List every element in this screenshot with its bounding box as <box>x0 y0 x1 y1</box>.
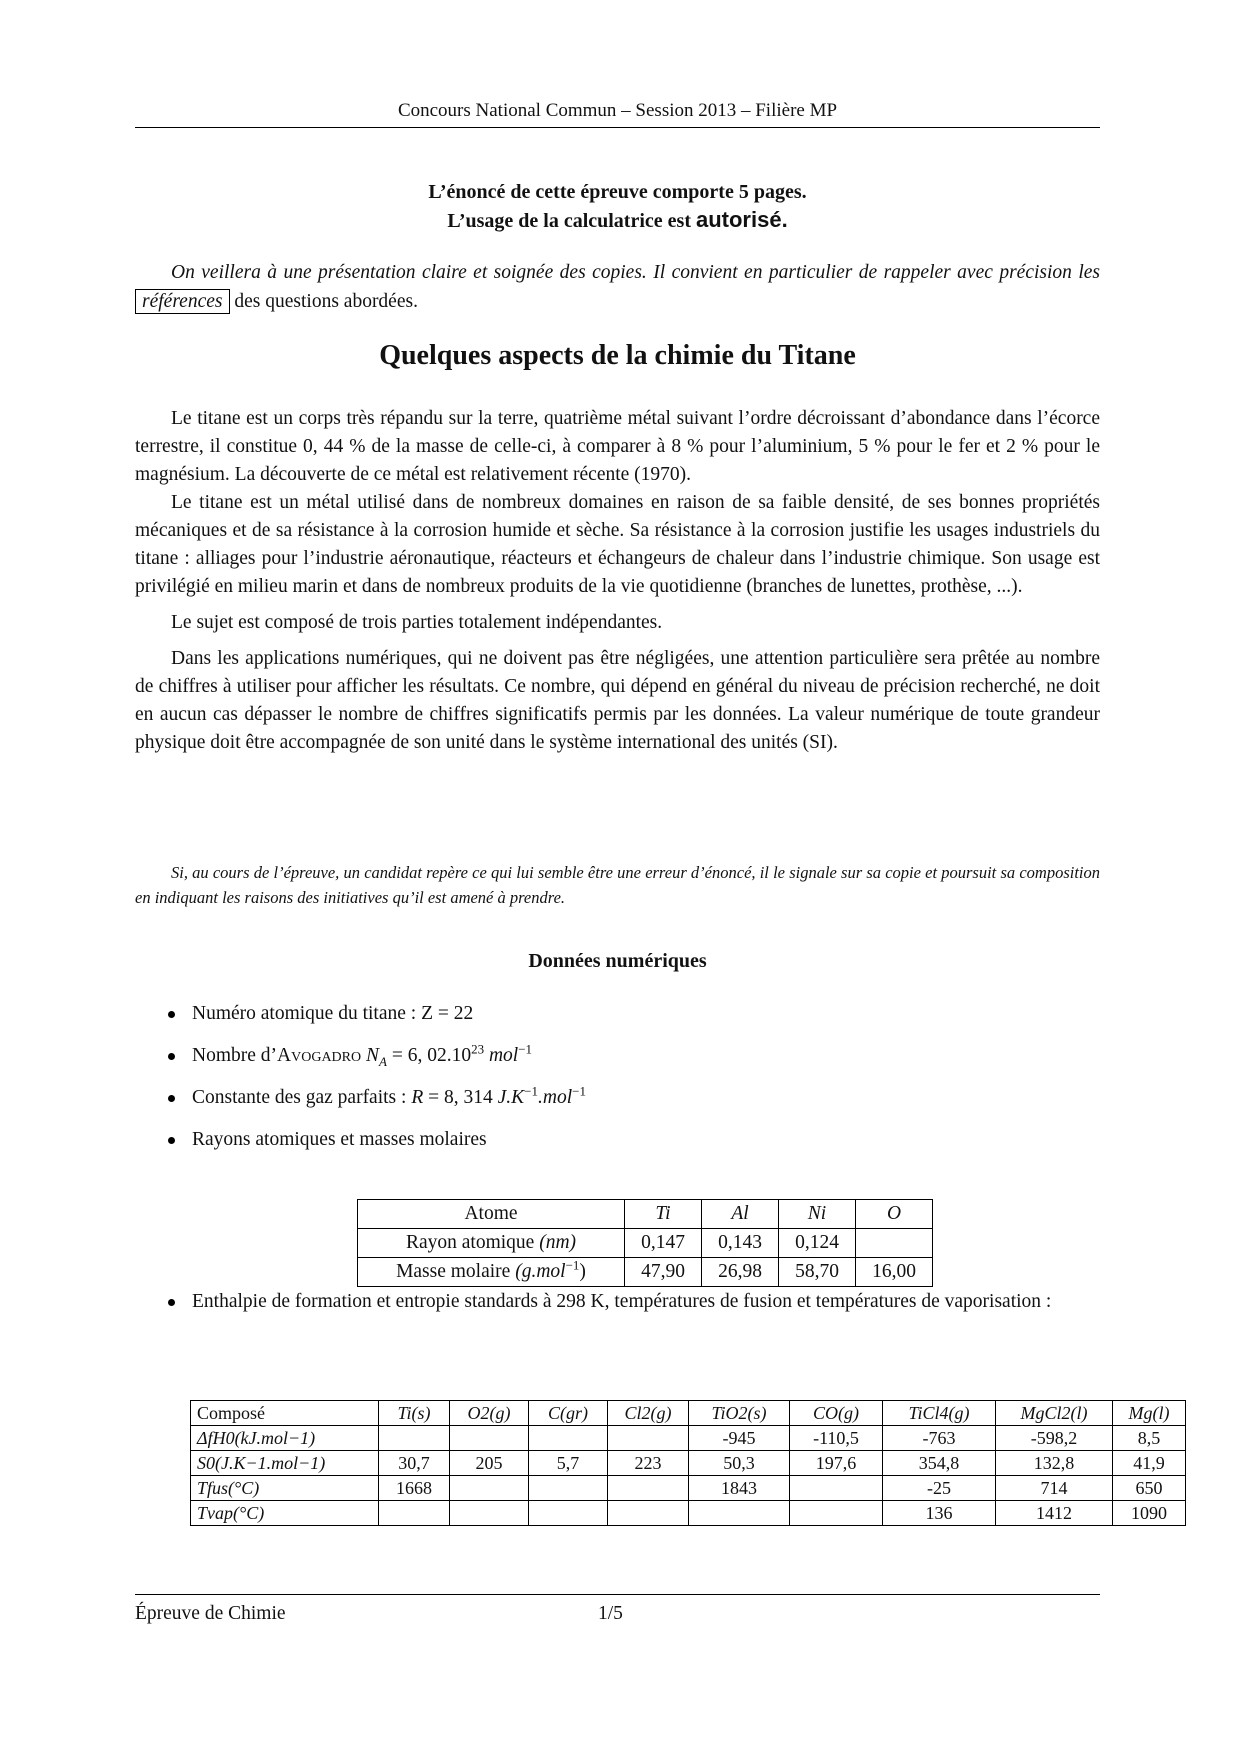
notice-calculator <box>135 206 1100 235</box>
avogadro-value: = 6, 02.10 <box>386 1045 472 1066</box>
row-label-text: Rayon atomique <box>405 1232 540 1253</box>
exam-notice <box>135 178 1100 235</box>
bullet-dot-icon <box>168 1095 175 1102</box>
thermo-data-table <box>190 1400 1186 1526</box>
table-cell: 50,3 <box>689 1451 790 1476</box>
table-cell <box>450 1476 529 1501</box>
instructions-text-1: On veillera à une présentation claire et soignée des copies. Il convient en particulier de rappeler avec précision les <box>171 262 1100 283</box>
table-cell: -945 <box>689 1426 790 1451</box>
row-label-unit: (g.mol <box>515 1261 566 1282</box>
table-row-label <box>358 1258 625 1287</box>
table-row-label: ΔfH0(kJ.mol−1) <box>191 1426 379 1451</box>
table-cell <box>450 1501 529 1526</box>
table-cell: 1090 <box>1113 1501 1186 1526</box>
atomic-data-table <box>357 1199 933 1287</box>
table-cell <box>790 1501 883 1526</box>
table-cell: 8,5 <box>1113 1426 1186 1451</box>
page-number: 1/5 <box>598 1603 623 1624</box>
table-cell: -763 <box>883 1426 996 1451</box>
table-header-cell: O2(g) <box>450 1401 529 1426</box>
table-header-cell: Composé <box>191 1401 379 1426</box>
gas-constant-value: = 8, 314 <box>423 1087 498 1108</box>
bullet-text: Enthalpie de formation et entropie standards à 298 K, températures de fusion et températures de vaporisation : <box>192 1291 1052 1312</box>
table-cell <box>450 1426 529 1451</box>
table-cell: -110,5 <box>790 1426 883 1451</box>
table-header-cell: Mg(l) <box>1113 1401 1186 1426</box>
instructions <box>135 258 1100 316</box>
paragraph-3: Le sujet est composé de trois parties totalement indépendantes. <box>171 612 663 633</box>
table-cell <box>790 1476 883 1501</box>
bullet-text <box>192 1084 1092 1112</box>
instructions-paragraph <box>135 258 1100 316</box>
table-cell: 0,124 <box>779 1229 856 1258</box>
table-cell: 47,90 <box>625 1258 702 1287</box>
bullet-dot-icon <box>168 1053 175 1060</box>
table-cell <box>529 1426 608 1451</box>
table-cell <box>689 1501 790 1526</box>
avogadro-symbol: N <box>366 1045 380 1066</box>
table-row <box>358 1200 933 1229</box>
table-cell: 714 <box>996 1476 1113 1501</box>
table-row-label <box>358 1229 625 1258</box>
bullet-dot-icon <box>168 1011 175 1018</box>
table-row-label: Tvap(°C) <box>191 1501 379 1526</box>
notice-pages: L’énoncé de cette épreuve comporte 5 pages. <box>428 181 807 203</box>
bullet-text <box>192 1042 1092 1070</box>
row-label-unit-close: ) <box>579 1261 586 1282</box>
table-cell: 223 <box>608 1451 689 1476</box>
table-row-label: S0(J.K−1.mol−1) <box>191 1451 379 1476</box>
header-rule <box>135 127 1100 128</box>
table-row <box>358 1229 933 1258</box>
table-header-cell: TiCl4(g) <box>883 1401 996 1426</box>
avogadro-name: Avogadro <box>277 1045 362 1066</box>
table-header-cell: Ti <box>625 1200 702 1229</box>
table-cell <box>856 1229 933 1258</box>
table-header-cell: Ni <box>779 1200 856 1229</box>
table-cell: 26,98 <box>702 1258 779 1287</box>
table-cell <box>608 1426 689 1451</box>
notice-calculator-text: L’usage de la calculatrice est <box>447 210 696 232</box>
footer-subject: Épreuve de Chimie <box>135 1603 286 1624</box>
table-header-cell: Al <box>702 1200 779 1229</box>
table-cell <box>379 1501 450 1526</box>
table-cell <box>608 1501 689 1526</box>
document-title: Quelques aspects de la chimie du Titane <box>379 340 856 371</box>
table-cell: 0,147 <box>625 1229 702 1258</box>
table-header-cell: Atome <box>358 1200 625 1229</box>
table-header-cell: CO(g) <box>790 1401 883 1426</box>
gas-constant-prefix: Constante des gaz parfaits : <box>192 1087 412 1108</box>
table-cell: 197,6 <box>790 1451 883 1476</box>
table-row <box>358 1258 933 1287</box>
paragraph-2: Le titane est un métal utilisé dans de nombreux domaines en raison de sa faible densité, de ses bonnes propriétés mécaniques et de sa résistance à la corrosion humide et sèche. Sa résistance à la corrosion justifie les usages industriels du titane : alliages pour l’industrie aéronautique, réacteurs et échangeurs de chaleur dans l’industrie chimique. Son usage est privilégié en milieu marin et dans de nombreux produits de la vie quotidienne (branches de lunettes, prothèse, ...). <box>135 492 1100 597</box>
avogadro-unit-exponent: −1 <box>518 1041 533 1057</box>
row-label-unit: (nm) <box>539 1232 577 1253</box>
table-cell: 41,9 <box>1113 1451 1186 1476</box>
gas-constant-symbol: R <box>411 1087 424 1108</box>
avogadro-subscript: A <box>379 1053 387 1069</box>
table-cell <box>379 1426 450 1451</box>
paragraph-1: Le titane est un corps très répandu sur la terre, quatrième métal suivant l’ordre décroissant d’abondance dans l’écorce terrestre, il constitue 0, 44 % de la masse de celle-ci, à comparer à 8 % pour l’aluminium, 5 % pour le fer et 2 % pour le magnésium. La découverte de ce métal est relativement récente (1970). <box>135 408 1100 485</box>
table-header-cell: O <box>856 1200 933 1229</box>
table-row <box>191 1451 1186 1476</box>
table-cell <box>608 1476 689 1501</box>
table-cell: 136 <box>883 1501 996 1526</box>
table-cell: 1843 <box>689 1476 790 1501</box>
table-cell: 58,70 <box>779 1258 856 1287</box>
table-header-cell: Cl2(g) <box>608 1401 689 1426</box>
references-box: références <box>135 289 230 314</box>
avogadro-exponent: 23 <box>471 1041 485 1057</box>
table-cell <box>529 1501 608 1526</box>
gas-constant-unit-1-exponent: −1 <box>524 1083 538 1099</box>
gas-constant-unit-2-exponent: −1 <box>572 1083 586 1099</box>
gas-constant-unit-1: J.K <box>497 1087 525 1108</box>
avogadro-unit: mol <box>488 1045 519 1066</box>
table-cell: 1668 <box>379 1476 450 1501</box>
table-row-label: Tfus(°C) <box>191 1476 379 1501</box>
bullet-text: Rayons atomiques et masses molaires <box>192 1129 487 1150</box>
bullet-dot-icon <box>168 1137 175 1144</box>
bullet-text: Numéro atomique du titane : Z = 22 <box>192 1003 474 1024</box>
table-header-cell: Ti(s) <box>379 1401 450 1426</box>
instructions-text-2: des questions abordées. <box>229 291 418 312</box>
footer-rule <box>135 1594 1100 1595</box>
table-cell: 16,00 <box>856 1258 933 1287</box>
table-row <box>191 1401 1186 1426</box>
paragraph-4: Dans les applications numériques, qui ne doivent pas être négligées, une attention particulière sera prêtée au nombre de chiffres à utiliser pour afficher les résultats. Ce nombre, qui dépend en général du niveau de précision recherché, ne doit en aucun cas dépasser le nombre de chiffres significatifs permis par les données. La valeur numérique de toute grandeur physique doit être accompagnée de son unité dans le système international des unités (SI). <box>135 648 1100 753</box>
table-cell: -598,2 <box>996 1426 1113 1451</box>
table-row <box>191 1476 1186 1501</box>
notice-calculator-emph: autorisé. <box>695 207 788 232</box>
table-header-cell: TiO2(s) <box>689 1401 790 1426</box>
table-cell: 650 <box>1113 1476 1186 1501</box>
error-note <box>135 860 1100 910</box>
table-cell: 5,7 <box>529 1451 608 1476</box>
table-cell: 354,8 <box>883 1451 996 1476</box>
error-note-text: Si, au cours de l’épreuve, un candidat repère ce qui lui semble être une erreur d’énoncé, il le signale sur sa copie et poursuit sa composition en indiquant les raisons des initiatives qu’il est amené à prendre. <box>135 863 1100 907</box>
table-row <box>191 1501 1186 1526</box>
table-header-cell: MgCl2(l) <box>996 1401 1113 1426</box>
table-cell: 30,7 <box>379 1451 450 1476</box>
table-cell: 1412 <box>996 1501 1113 1526</box>
page-header: Concours National Commun – Session 2013 – Filière MP <box>397 100 838 121</box>
avogadro-prefix: Nombre d’ <box>192 1045 278 1066</box>
row-label-text: Masse molaire <box>396 1261 516 1282</box>
section-title-donnees: Données numériques <box>528 950 707 972</box>
bullet-dot-icon <box>168 1299 175 1306</box>
table-cell: -25 <box>883 1476 996 1501</box>
table-cell <box>529 1476 608 1501</box>
table-cell: 205 <box>450 1451 529 1476</box>
table-row <box>191 1426 1186 1451</box>
intro-body <box>135 405 1100 765</box>
table-cell: 0,143 <box>702 1229 779 1258</box>
row-label-unit-exponent: −1 <box>565 1257 580 1273</box>
table-header-cell: C(gr) <box>529 1401 608 1426</box>
table-cell: 132,8 <box>996 1451 1113 1476</box>
gas-constant-unit-2: .mol <box>538 1087 573 1108</box>
